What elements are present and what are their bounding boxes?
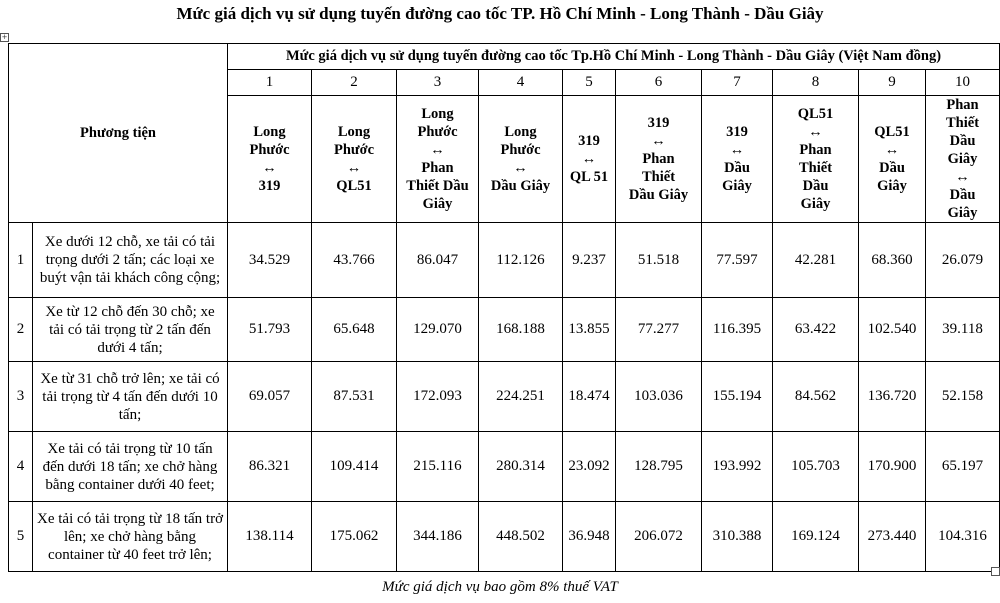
price-cell: 87.531 — [312, 362, 397, 432]
toll-fee-table — [8, 43, 1000, 572]
price-cell: 26.079 — [926, 223, 1000, 298]
route-header — [228, 96, 312, 223]
route-header — [479, 96, 563, 223]
route-header — [616, 96, 702, 223]
price-cell: 155.194 — [702, 362, 773, 432]
price-cell: 116.395 — [702, 298, 773, 362]
price-cell: 310.388 — [702, 502, 773, 572]
price-cell: 448.502 — [479, 502, 563, 572]
route-label: Long Phước ↔ QL51 — [333, 124, 375, 194]
move-handle-icon[interactable]: + — [1, 33, 8, 41]
price-cell: 23.092 — [563, 432, 616, 502]
column-number: 4 — [479, 70, 563, 96]
table-row — [9, 298, 1000, 362]
column-number: 10 — [926, 70, 1000, 96]
price-group-header-label: Mức giá dịch vụ sử dụng tuyến đường cao tốc Tp.Hồ Chí Minh - Long Thành - Dầu Giây (Việt Nam đồng) — [285, 48, 942, 64]
column-number: 8 — [773, 70, 859, 96]
price-cell: 51.793 — [228, 298, 312, 362]
vehicle-description: Xe tải có tải trọng từ 10 tấn đến dưới 18 tấn; xe chở hàng bằng container dưới 40 feet; — [33, 432, 228, 502]
price-cell: 52.158 — [926, 362, 1000, 432]
route-header — [926, 96, 1000, 223]
price-cell: 84.562 — [773, 362, 859, 432]
resize-handle-icon[interactable] — [991, 567, 1000, 576]
vehicle-description: Xe dưới 12 chỗ, xe tải có tải trọng dưới 2 tấn; các loại xe buýt vận tải khách công cộng; — [33, 223, 228, 298]
price-cell: 206.072 — [616, 502, 702, 572]
price-cell: 138.114 — [228, 502, 312, 572]
route-label: 319 ↔ Phan Thiết Dầu Giây — [628, 115, 689, 203]
vat-footnote: Mức giá dịch vụ bao gồm 8% thuế VAT — [382, 579, 618, 595]
column-number: 2 — [312, 70, 397, 96]
price-cell: 104.316 — [926, 502, 1000, 572]
price-cell: 129.070 — [397, 298, 479, 362]
column-number: 1 — [228, 70, 312, 96]
table-row — [9, 432, 1000, 502]
route-label: Long Phước ↔ Dầu Giây — [490, 124, 551, 194]
price-cell: 169.124 — [773, 502, 859, 572]
route-header — [563, 96, 616, 223]
price-cell: 224.251 — [479, 362, 563, 432]
price-cell: 86.321 — [228, 432, 312, 502]
price-cell: 102.540 — [859, 298, 926, 362]
price-cell: 105.703 — [773, 432, 859, 502]
price-cell: 18.474 — [563, 362, 616, 432]
price-cell: 13.855 — [563, 298, 616, 362]
price-cell: 112.126 — [479, 223, 563, 298]
price-cell: 215.116 — [397, 432, 479, 502]
row-number: 1 — [9, 223, 33, 298]
price-cell: 109.414 — [312, 432, 397, 502]
route-label: 319 ↔ QL 51 — [569, 133, 609, 185]
price-cell: 86.047 — [397, 223, 479, 298]
route-header — [397, 96, 479, 223]
route-label: 319 ↔ Dầu Giây — [722, 124, 752, 194]
price-cell: 172.093 — [397, 362, 479, 432]
price-cell: 77.277 — [616, 298, 702, 362]
vehicle-description: Xe từ 12 chỗ đến 30 chỗ; xe tải có tải trọng từ 2 tấn đến dưới 4 tấn; — [33, 298, 228, 362]
route-label: QL51 ↔ Phan Thiết Dầu Giây — [797, 106, 834, 212]
vehicle-description: Xe tải có tải trọng từ 18 tấn trở lên; xe chở hàng bằng container từ 40 feet trở lên; — [33, 502, 228, 572]
route-label: Long Phước ↔ Phan Thiết Dầu Giây — [406, 106, 469, 212]
price-cell: 65.197 — [926, 432, 1000, 502]
price-cell: 280.314 — [479, 432, 563, 502]
column-number: 6 — [616, 70, 702, 96]
price-cell: 170.900 — [859, 432, 926, 502]
route-label: QL51 ↔ Dầu Giây — [874, 124, 910, 194]
column-number: 5 — [563, 70, 616, 96]
price-cell: 65.648 — [312, 298, 397, 362]
row-number: 5 — [9, 502, 33, 572]
column-number: 7 — [702, 70, 773, 96]
price-cell: 193.992 — [702, 432, 773, 502]
route-header — [859, 96, 926, 223]
price-group-header — [228, 44, 1000, 70]
table-row — [9, 223, 1000, 298]
price-cell: 69.057 — [228, 362, 312, 432]
price-cell: 273.440 — [859, 502, 926, 572]
price-cell: 34.529 — [228, 223, 312, 298]
row-number: 4 — [9, 432, 33, 502]
price-cell: 77.597 — [702, 223, 773, 298]
price-cell: 9.237 — [563, 223, 616, 298]
route-header — [312, 96, 397, 223]
document-title: Mức giá dịch vụ sử dụng tuyến đường cao tốc TP. Hồ Chí Minh - Long Thành - Dầu Giây — [176, 4, 824, 23]
vehicle-description: Xe từ 31 chỗ trở lên; xe tải có tải trọng từ 4 tấn đến dưới 10 tấn; — [33, 362, 228, 432]
price-cell: 68.360 — [859, 223, 926, 298]
route-header — [702, 96, 773, 223]
table-row — [9, 502, 1000, 572]
vehicle-header-label: Phương tiện — [80, 124, 156, 141]
vehicle-header — [9, 44, 228, 223]
price-cell: 136.720 — [859, 362, 926, 432]
price-cell: 43.766 — [312, 223, 397, 298]
price-cell: 175.062 — [312, 502, 397, 572]
row-number: 2 — [9, 298, 33, 362]
route-label: Phan Thiết Dầu Giây ↔ Dầu Giây — [946, 97, 980, 221]
row-number: 3 — [9, 362, 33, 432]
price-cell: 42.281 — [773, 223, 859, 298]
price-cell: 63.422 — [773, 298, 859, 362]
price-cell: 344.186 — [397, 502, 479, 572]
price-cell: 103.036 — [616, 362, 702, 432]
table-row — [9, 362, 1000, 432]
price-cell: 168.188 — [479, 298, 563, 362]
route-header — [773, 96, 859, 223]
price-cell: 51.518 — [616, 223, 702, 298]
price-cell: 36.948 — [563, 502, 616, 572]
price-cell: 39.118 — [926, 298, 1000, 362]
route-label: Long Phước ↔ 319 — [249, 124, 290, 194]
column-number: 3 — [397, 70, 479, 96]
price-cell: 128.795 — [616, 432, 702, 502]
column-number: 9 — [859, 70, 926, 96]
